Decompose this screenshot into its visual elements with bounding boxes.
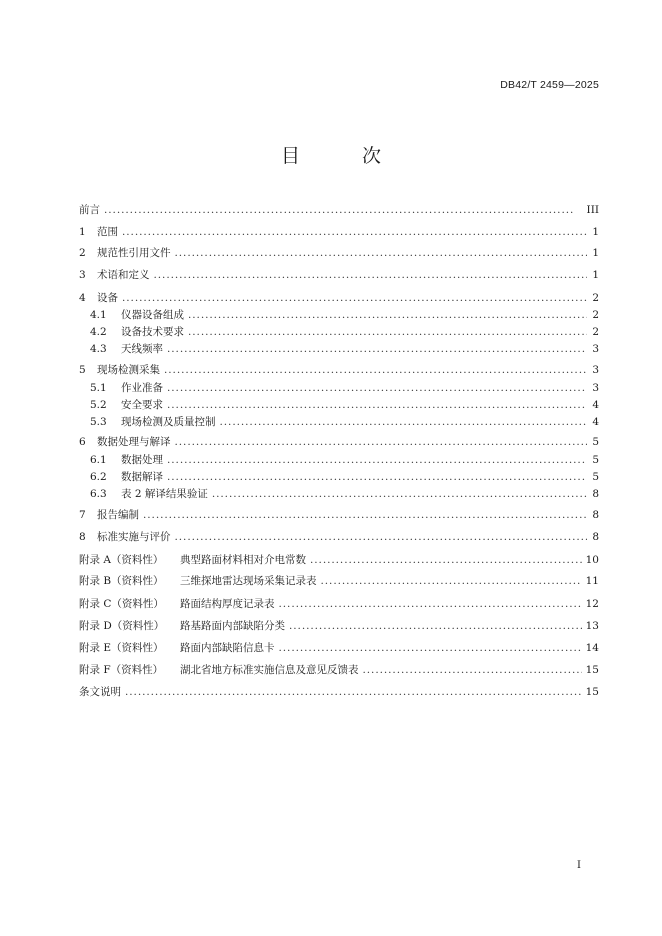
dot-leader xyxy=(289,619,582,633)
toc-entry[interactable] xyxy=(79,398,599,412)
dot-leader xyxy=(220,415,588,429)
dot-leader xyxy=(154,268,588,282)
toc-entry[interactable] xyxy=(79,268,599,282)
dot-leader xyxy=(122,291,587,305)
toc-entry-number: 4.3 xyxy=(90,343,107,355)
toc-entry-label: 作业准备 xyxy=(121,382,163,394)
toc-entry-number: 附录 E（资料性） xyxy=(79,642,164,654)
dot-leader xyxy=(363,663,582,677)
toc-entry-number: 附录 C（资料性） xyxy=(79,598,164,610)
toc-entry-number: 6.3 xyxy=(90,488,107,500)
toc-entry-label: 路面内部缺陷信息卡 xyxy=(180,642,275,654)
dot-leader xyxy=(143,508,587,522)
dot-leader xyxy=(175,435,588,449)
toc-entry-number: 5.3 xyxy=(90,416,107,428)
dot-leader xyxy=(321,574,582,588)
toc-entry-number: 4.2 xyxy=(90,326,107,338)
toc-entry-label: 湖北省地方标准实施信息及意见反馈表 xyxy=(180,664,359,676)
dot-leader xyxy=(175,530,588,544)
toc-entry-page: 8 xyxy=(592,531,599,543)
toc-entry-label: 现场检测采集 xyxy=(97,364,160,376)
dot-leader xyxy=(212,487,587,501)
toc-entry-page: 3 xyxy=(592,343,599,355)
dot-leader xyxy=(167,381,587,395)
toc-entry[interactable] xyxy=(79,325,599,339)
toc-entry[interactable] xyxy=(79,487,599,501)
toc-entry-label: 数据处理与解译 xyxy=(97,436,171,448)
toc-entry-label: 条文说明 xyxy=(79,686,121,698)
toc-entry-label: 术语和定义 xyxy=(97,269,150,281)
toc-entry-number: 5 xyxy=(79,364,86,376)
toc-entry-page: 1 xyxy=(592,247,599,259)
toc-entry-number: 6.1 xyxy=(90,454,107,466)
toc-entry[interactable] xyxy=(79,342,599,356)
dot-leader xyxy=(175,246,588,260)
toc-entry[interactable] xyxy=(79,308,599,322)
toc-entry-page: 3 xyxy=(592,364,599,376)
toc-entry[interactable] xyxy=(79,203,599,217)
toc-entry-label: 前言 xyxy=(79,204,100,216)
toc-entry-page: 1 xyxy=(592,269,599,281)
toc-entry-page: III xyxy=(586,204,599,216)
toc-entry-page: 10 xyxy=(585,554,599,566)
toc-entry-label: 天线频率 xyxy=(121,343,163,355)
toc-entry-page: 14 xyxy=(585,642,599,654)
toc-entry-number: 6 xyxy=(79,436,86,448)
toc-entry[interactable] xyxy=(79,597,599,611)
toc-entry[interactable] xyxy=(79,619,599,633)
toc-entry[interactable] xyxy=(79,470,599,484)
toc-entry-page: 2 xyxy=(592,292,599,304)
toc-entry[interactable] xyxy=(79,574,599,588)
toc-entry-page: 2 xyxy=(592,309,599,321)
toc-entry-page: 15 xyxy=(585,686,599,698)
toc-entry-label: 安全要求 xyxy=(121,399,163,411)
toc-entry-label: 路基路面内部缺陷分类 xyxy=(180,620,285,632)
toc-entry-page: 2 xyxy=(592,326,599,338)
toc-entry[interactable] xyxy=(79,291,599,305)
toc-entry-page: 8 xyxy=(592,488,599,500)
toc-entry-number: 1 xyxy=(79,226,86,238)
toc-entry[interactable] xyxy=(79,246,599,260)
dot-leader xyxy=(164,363,587,377)
dot-leader xyxy=(188,325,587,339)
toc-entry-number: 6.2 xyxy=(90,471,107,483)
page-title: 目 次 xyxy=(280,145,410,167)
toc-entry-number: 5.1 xyxy=(90,382,107,394)
toc-entry-number: 3 xyxy=(79,269,86,281)
toc-entry-page: 11 xyxy=(585,575,599,587)
toc-entry-page: 5 xyxy=(592,454,599,466)
dot-leader xyxy=(167,470,587,484)
toc-entry-number: 4.1 xyxy=(90,309,107,321)
toc-entry-label: 设备技术要求 xyxy=(121,326,184,338)
toc-entry-label: 路面结构厚度记录表 xyxy=(180,598,275,610)
dot-leader xyxy=(104,203,583,217)
toc-entry-label: 数据处理 xyxy=(121,454,163,466)
dot-leader xyxy=(122,225,587,239)
toc-entry-label: 范围 xyxy=(97,226,118,238)
toc-entry[interactable] xyxy=(79,453,599,467)
toc-entry-page: 5 xyxy=(592,471,599,483)
toc-entry-page: 1 xyxy=(592,226,599,238)
document-code: DB42/T 2459—2025 xyxy=(500,79,599,91)
toc-entry[interactable] xyxy=(79,435,599,449)
dot-leader xyxy=(310,553,582,567)
toc-entry-label: 典型路面材料相对介电常数 xyxy=(180,554,306,566)
toc-entry-label: 现场检测及质量控制 xyxy=(121,416,216,428)
toc-entry-page: 12 xyxy=(585,598,599,610)
toc-entry[interactable] xyxy=(79,415,599,429)
toc-entry-label: 仪器设备组成 xyxy=(121,309,184,321)
toc-entry-label: 设备 xyxy=(97,292,118,304)
toc-entry[interactable] xyxy=(79,225,599,239)
toc-entry-label: 规范性引用文件 xyxy=(97,247,171,259)
toc-entry-page: 4 xyxy=(592,399,599,411)
dot-leader xyxy=(167,453,587,467)
toc-entry-page: 4 xyxy=(592,416,599,428)
toc-entry-label: 报告编制 xyxy=(97,509,139,521)
toc-entry-number: 附录 A（资料性） xyxy=(79,554,164,566)
dot-leader xyxy=(279,597,582,611)
dot-leader xyxy=(125,685,582,699)
toc-entry[interactable] xyxy=(79,663,599,677)
toc-entry[interactable] xyxy=(79,553,599,567)
toc-entry-label: 标准实施与评价 xyxy=(97,531,171,543)
toc-entry-number: 8 xyxy=(79,531,86,543)
toc-entry-number: 附录 F（资料性） xyxy=(79,664,164,676)
toc-entry-number: 4 xyxy=(79,292,86,304)
toc-entry-page: 5 xyxy=(592,436,599,448)
toc-entry-number: 附录 B（资料性） xyxy=(79,575,164,587)
toc-entry[interactable] xyxy=(79,685,599,699)
toc-entry-label: 数据解译 xyxy=(121,471,163,483)
toc-entry-label: 三维探地雷达现场采集记录表 xyxy=(180,575,317,587)
dot-leader xyxy=(167,342,587,356)
toc-entry-number: 附录 D（资料性） xyxy=(79,620,165,632)
toc-entry-page: 13 xyxy=(585,620,599,632)
toc-entry[interactable] xyxy=(79,381,599,395)
toc-entry-number: 5.2 xyxy=(90,399,107,411)
toc-entry[interactable] xyxy=(79,363,599,377)
toc-entry-number: 7 xyxy=(79,509,86,521)
toc-entry-page: 8 xyxy=(592,509,599,521)
dot-leader xyxy=(167,398,587,412)
toc-entry[interactable] xyxy=(79,641,599,655)
toc-entry[interactable] xyxy=(79,530,599,544)
toc-entry-page: 3 xyxy=(592,382,599,394)
toc-entry[interactable] xyxy=(79,508,599,522)
toc-entry-page: 15 xyxy=(585,664,599,676)
toc-entry-label: 表 2 解译结果验证 xyxy=(121,488,208,500)
dot-leader xyxy=(188,308,587,322)
dot-leader xyxy=(279,641,582,655)
page-number: I xyxy=(577,860,581,871)
toc-entry-number: 2 xyxy=(79,247,86,259)
